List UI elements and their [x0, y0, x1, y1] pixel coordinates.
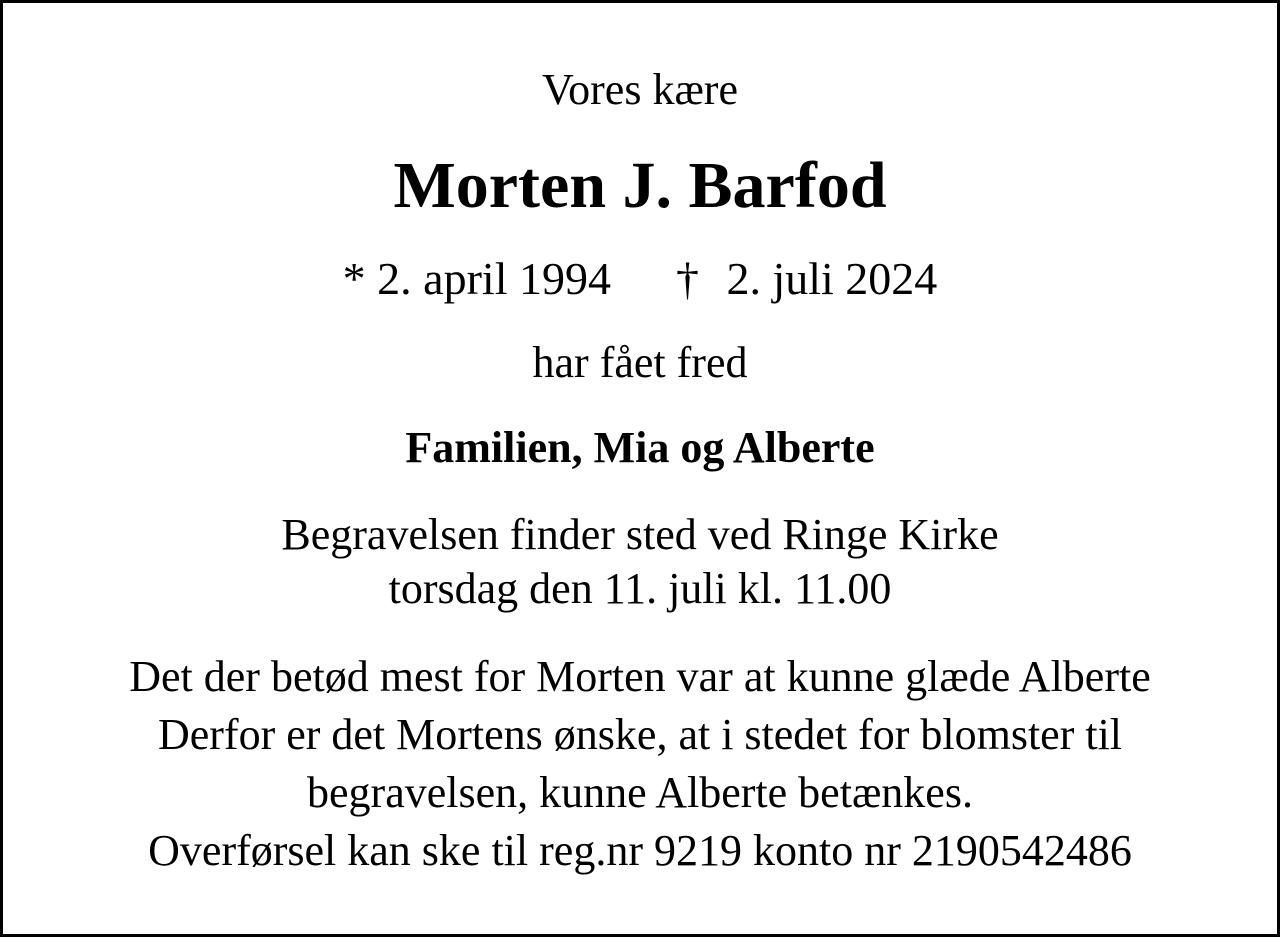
- message-line: Derfor er det Mortens ønske, at i stedet for blomster til: [157, 710, 1123, 759]
- funeral-line: Begravelsen finder sted ved Ringe Kirke: [281, 510, 999, 559]
- message-line: Det der betød mest for Morten var at kunne glæde Alberte: [129, 652, 1151, 701]
- peace-text: har fået fred: [532, 338, 748, 387]
- signed-by: Familien, Mia og Alberte: [405, 423, 875, 472]
- dagger-icon: †: [675, 253, 699, 304]
- intro-text: Vores kære: [542, 65, 738, 114]
- donation-message: [3, 648, 1277, 880]
- life-dates: [3, 253, 1277, 304]
- death-date: 2. juli 2024: [726, 253, 938, 304]
- message-line: Overførsel kan ske til reg.nr 9219 konto nr 2190542486: [148, 826, 1132, 875]
- funeral-info: [3, 508, 1277, 616]
- deceased-name: Morten J. Barfod: [393, 149, 887, 222]
- message-line: begravelsen, kunne Alberte betænkes.: [307, 768, 973, 817]
- birth-symbol: *: [342, 253, 366, 304]
- funeral-line: torsdag den 11. juli kl. 11.00: [388, 564, 892, 613]
- birth-date: 2. april 1994: [377, 253, 611, 304]
